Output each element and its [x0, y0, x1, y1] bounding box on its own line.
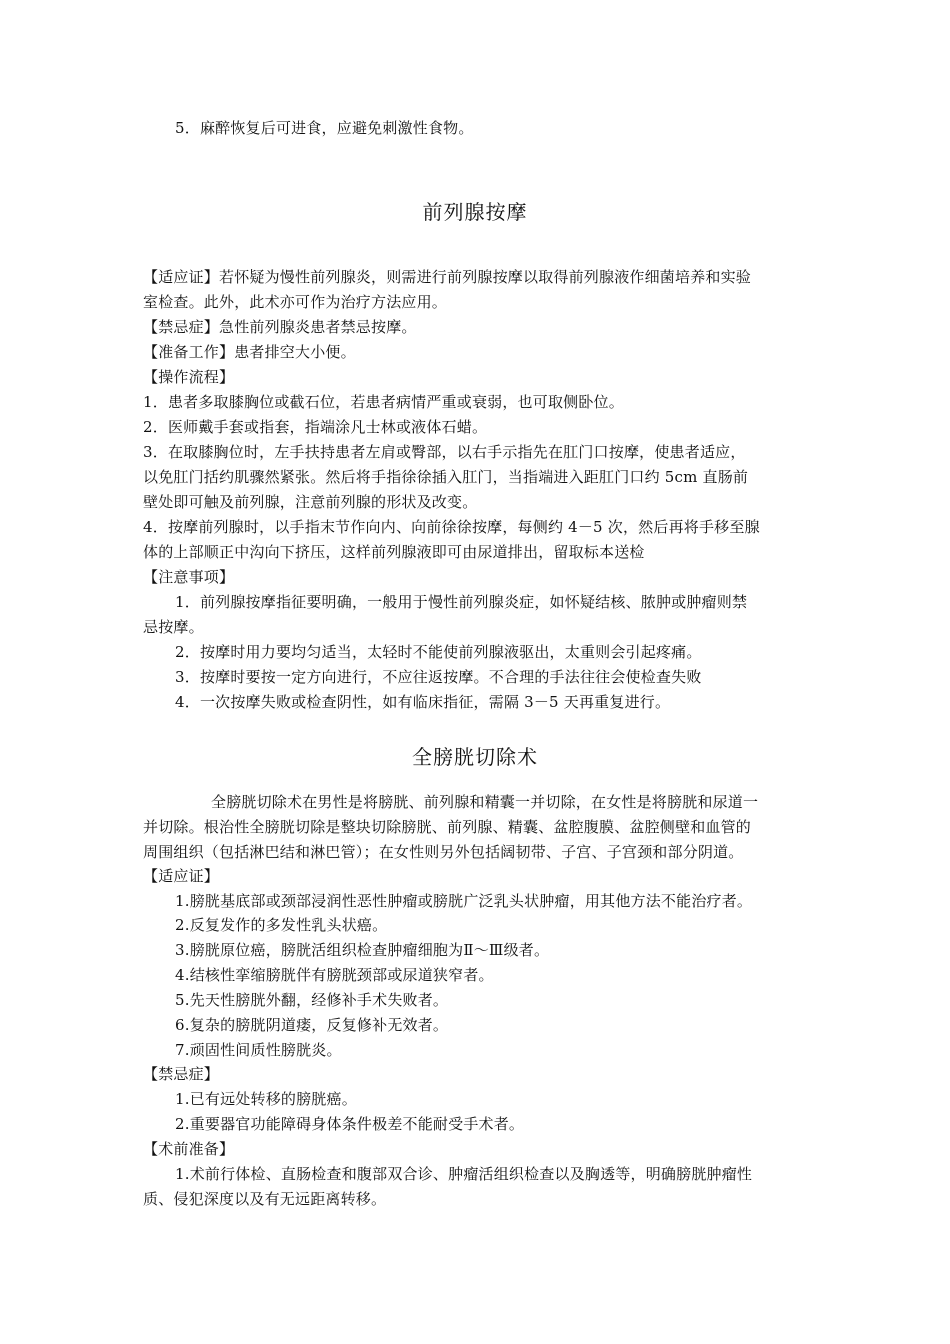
section-title-total-cystectomy: 全膀胱切除术	[412, 745, 538, 769]
text-line: 以免肛门括约肌骤然紧张。然后将手指徐徐插入肛门，当指端进入距肛门口约 5cm 直肠前	[143, 468, 749, 486]
subheading: 【操作流程】	[143, 368, 235, 386]
text-line: 6.复杂的膀胱阴道瘘，反复修补无效者。	[175, 1016, 449, 1034]
text-line: 5.先天性膀胱外翻，经修补手术失败者。	[175, 991, 449, 1009]
section-title-prostate-massage: 前列腺按摩	[422, 200, 528, 224]
text-line: 3．在取膝胸位时，左手扶持患者左肩或臀部，以右手示指先在肛门口按摩，使患者适应，	[143, 443, 746, 461]
text-line: 壁处即可触及前列腺，注意前列腺的形状及改变。	[143, 493, 478, 511]
text-line: 忌按摩。	[143, 618, 204, 636]
text-line: 7.顽固性间质性膀胱炎。	[175, 1041, 342, 1059]
text-line: 周围组织（包括淋巴结和淋巴管）；在女性则另外包括阔韧带、子宫、子宫颈和部分阴道。	[143, 843, 744, 861]
subheading: 【术前准备】	[143, 1140, 235, 1158]
subheading: 【注意事项】	[143, 568, 235, 586]
text-line: 【禁忌症】急性前列腺炎患者禁忌按摩。	[143, 318, 417, 336]
text-line: 2．医师戴手套或指套，指端涂凡士林或液体石蜡。	[143, 418, 488, 436]
text-line: 4.结核性挛缩膀胱伴有膀胱颈部或尿道狭窄者。	[175, 966, 494, 984]
text-line: 2.重要器官功能障碍身体条件极差不能耐受手术者。	[175, 1115, 525, 1133]
text-line: 2.反复发作的多发性乳头状癌。	[175, 916, 388, 934]
text-line: 体的上部顺正中沟向下挤压，这样前列腺液即可由尿道排出，留取标本送检	[143, 543, 645, 561]
text-line: 3.膀胱原位癌，膀胱活组织检查肿瘤细胞为Ⅱ～Ⅲ级者。	[175, 941, 550, 959]
text-line: 全膀胱切除术在男性是将膀胱、前列腺和精囊一并切除，在女性是将膀胱和尿道一	[211, 793, 759, 811]
subheading: 【禁忌症】	[143, 1065, 220, 1083]
text-line: 1.膀胱基底部或颈部浸润性恶性肿瘤或膀胱广泛乳头状肿瘤，用其他方法不能治疗者。	[175, 892, 753, 910]
text-line: 3．按摩时要按一定方向进行，不应往返按摩。不合理的手法往往会使检查失败	[175, 668, 702, 686]
text-line: 4．一次按摩失败或检查阴性，如有临床指征，需隔 3－5 天再重复进行。	[175, 693, 671, 711]
text-line: 2．按摩时用力要均匀适当，太轻时不能使前列腺液驱出，太重则会引起疼痛。	[175, 643, 702, 661]
text-line: 并切除。根治性全膀胱切除是整块切除膀胱、前列腺、精囊、盆腔腹膜、盆腔侧壁和血管的	[143, 818, 752, 836]
text-line: 1.已有远处转移的膀胱癌。	[175, 1090, 357, 1108]
text-line: 1．患者多取膝胸位或截石位，若患者病情严重或衰弱，也可取侧卧位。	[143, 393, 624, 411]
previous-section-note: 5．麻醉恢复后可进食，应避免刺激性食物。	[175, 119, 474, 137]
text-line: 1.术前行体检、直肠检查和腹部双合诊、肿瘤活组织检查以及胸透等，明确膀胱肿瘤性	[175, 1165, 753, 1183]
subheading: 【适应证】	[143, 867, 220, 885]
text-line: 室检查。此外，此术亦可作为治疗方法应用。	[143, 293, 448, 311]
text-line: 【准备工作】患者排空大小便。	[143, 343, 356, 361]
text-line: 【适应证】若怀疑为慢性前列腺炎，则需进行前列腺按摩以取得前列腺液作细菌培养和实验	[143, 268, 752, 286]
text-line: 质、侵犯深度以及有无远距离转移。	[143, 1190, 387, 1208]
text-line: 1．前列腺按摩指征要明确，一般用于慢性前列腺炎症，如怀疑结核、脓肿或肿瘤则禁	[175, 593, 748, 611]
text-line: 4．按摩前列腺时，以手指末节作向内、向前徐徐按摩，每侧约 4－5 次，然后再将手移至腺	[143, 518, 760, 536]
